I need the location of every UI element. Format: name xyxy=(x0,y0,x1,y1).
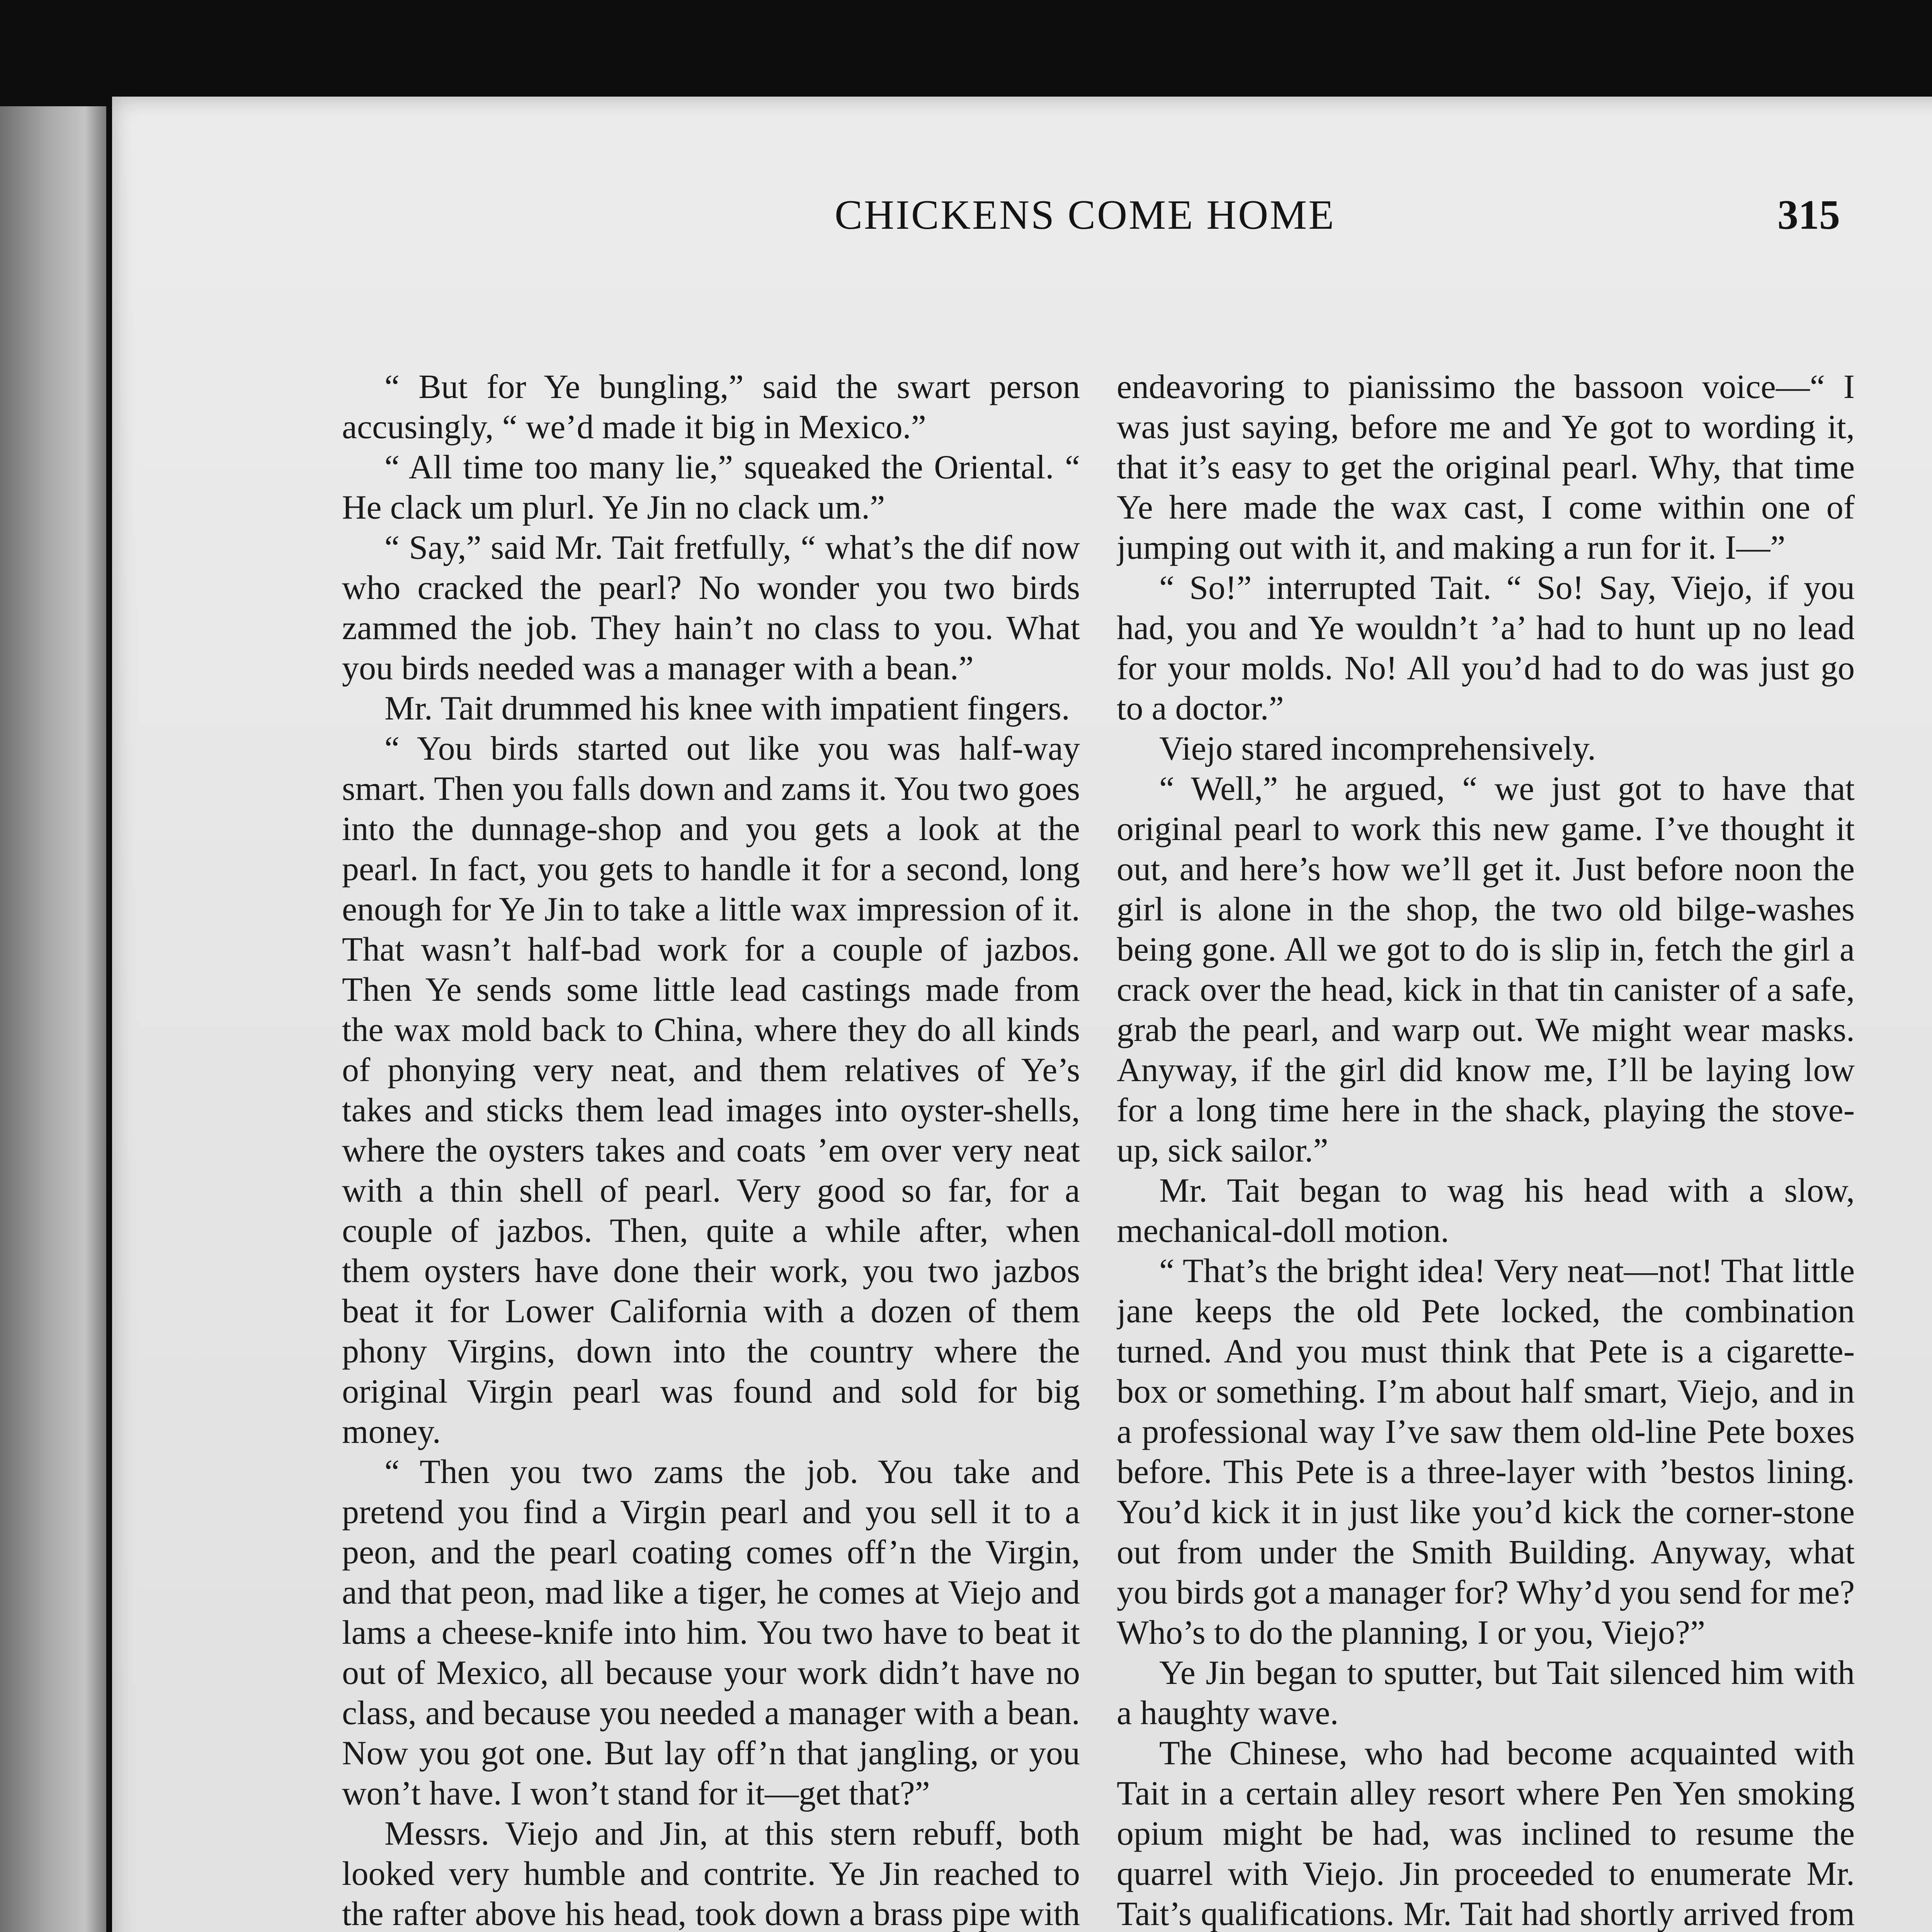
paragraph: “ Well,” he argued, “ we just got to have that original pearl to work this new game. I’ve thought it out, and here’s how we’ll get it. Just before noon the girl is alone in the shop, the two old bilge-washes being gone. All we got to do is slip in, fetch the girl a crack over the head, kick in that tin canister of a safe, grab the pearl, and warp out. We might wear masks. Anyway, if the girl did know me, I’ll be laying low for a long time here in the shack, playing the stove-up, sick sailor.” xyxy=(1117,770,1855,1169)
paragraph: Ye Jin began to sputter, but Tait silenced him with a haughty wave. xyxy=(1117,1654,1855,1732)
paragraph: Messrs. Viejo and Jin, at this stern rebuff, both looked very humble and contrite. Ye Jin reached to the rafter above his head, took down a brass pipe with xyxy=(342,1815,1080,1932)
paragraph: “ That’s the bright idea! Very neat—not! That little jane keeps the old Pete locked, the combination turned. And you must think that Pete is a cigarette-box or something. I’m about half smart, Viejo, and in a professional way I’ve saw them old-line Pete boxes before. This Pete is a three-layer with ’bestos lining. You’d kick it in just like you’d kick the corner-stone out from under the Smith Building. Anyway, what you birds got a manager for? Why’d you send for me? Who’s to do the planning, I or you, Viejo?” xyxy=(1117,1252,1855,1651)
running-title: CHICKENS COME HOME xyxy=(835,192,1336,238)
paragraph: “ You birds started out like you was half-way smart. Then you falls down and zams it. You two goes into the dunnage-shop and you gets a look at the pearl. In fact, you gets to handle it for a second, long enough for Ye Jin to take a little wax impression of it. That wasn’t half-bad work for a couple of jazbos. Then Ye sends some little lead castings made from the wax mold back to China, where they do all kinds of phonying very neat, and them relatives of Ye’s takes and sticks them lead images into oyster-shells, where the oysters takes and coats ’em over very neat with a thin shell of pearl. Very good so far, for a couple of jazbos. Then, quite a while after, when them oysters have done their work, you two jazbos beat it for Lower California with a dozen of them phony Virgins, down into the country where the original Virgin pearl was found and sold for big money. xyxy=(342,730,1080,1451)
paragraph: The Chinese, who had become acquainted with Tait in a certain alley resort where Pen Yen smoking opium might be had, was inclined to resume the quarrel with Viejo. Jin proceeded to enumerate Mr. Tait’s qualifications. Mr. Tait had shortly arrived from xyxy=(1117,1735,1855,1932)
page-number: 315 xyxy=(1777,192,1840,238)
paragraph: “ So!” interrupted Tait. “ So! Say, Viejo, if you had, you and Ye wouldn’t ’a’ had to hunt up no lead for your molds. No! All you’d had to do was just go to a doctor.” xyxy=(1117,569,1855,727)
paragraph: “ But for Ye bungling,” said the swart person accusingly, “ we’d made it big in Mexico.” xyxy=(342,368,1080,446)
paragraph: Mr. Tait began to wag his head with a slow, mechanical-doll motion. xyxy=(1117,1172,1855,1250)
running-head xyxy=(0,191,1932,245)
right-text-column xyxy=(1117,367,1855,1932)
paragraph: “ All time too many lie,” squeaked the Oriental. “ He clack um plurl. Ye Jin no clack um.” xyxy=(342,449,1080,526)
left-text-column xyxy=(342,367,1080,1932)
paragraph: Viejo stared incomprehensively. xyxy=(1159,730,1596,767)
paragraph: “ Then you two zams the job. You take and pretend you find a Virgin pearl and you sell it to a peon, and the pearl coating comes off’n the Virgin, and that peon, mad like a tiger, he comes at Viejo and lams a cheese-knife into him. You two have to beat it out of Mexico, all because your work didn’t have no class, and because you needed a manager with a bean. Now you got one. But lay off’n that jangling, or you won’t have. I won’t stand for it—get that?” xyxy=(342,1453,1080,1812)
previous-page-edge xyxy=(0,106,106,1932)
paragraph-continued: endeavoring to pianissimo the bassoon voice—“ I was just saying, before me and Ye got to wording it, that it’s easy to get the original pearl. Why, that time Ye here made the wax cast, I come within one of jumping out with it, and making a run for it. I—” xyxy=(1117,368,1855,566)
paragraph: Mr. Tait drummed his knee with impatient fingers. xyxy=(384,690,1070,727)
paragraph: “ Say,” said Mr. Tait fretfully, “ what’s the dif now who cracked the pearl? No wonder you two birds zammed the job. They hain’t no class to you. What you birds needed was a manager with a bean.” xyxy=(342,529,1080,687)
